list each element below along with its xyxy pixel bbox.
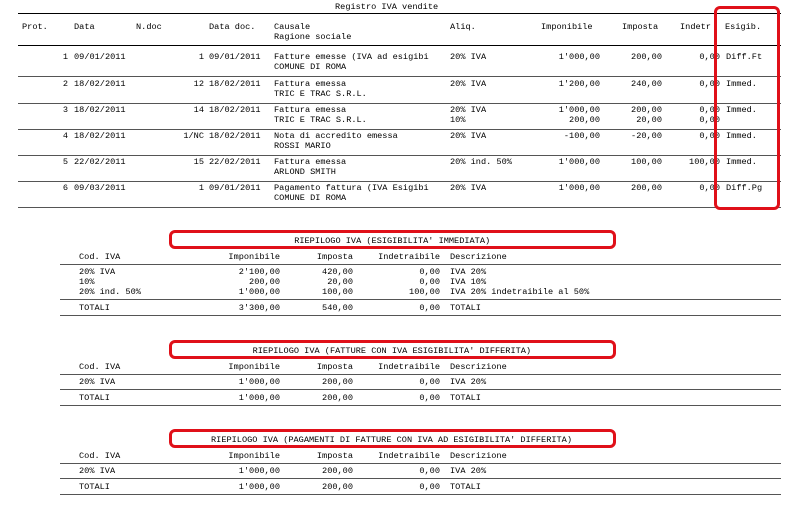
row-imposta: 240,00: [631, 79, 662, 89]
summary-header-imponibile: Imponibile: [228, 362, 280, 372]
row-aliq: 20% IVA: [450, 105, 487, 115]
row-indetr: 0,00: [699, 105, 720, 115]
summary-bottom-rule: [60, 494, 781, 495]
header-imponibile: Imponibile: [541, 22, 593, 32]
summary-row-indetraibile: 0,00: [419, 267, 440, 277]
row-data: 09/03/2011: [74, 183, 126, 193]
row-esigib: Immed.: [726, 79, 757, 89]
row-ndoc: 1/NC: [183, 131, 204, 141]
row-prot: 2: [62, 79, 68, 89]
summary-row-imposta: 100,00: [322, 287, 353, 297]
header-data: Data: [74, 22, 95, 32]
summary-title: RIEPILOGO IVA (PAGAMENTI DI FATTURE CON IVA AD ESIGIBILITA' DIFFERITA): [211, 435, 572, 445]
row-indetr: 0,00: [699, 183, 720, 193]
summary-title: RIEPILOGO IVA (FATTURE CON IVA ESIGIBILITA' DIFFERITA): [252, 346, 532, 356]
row-aliq: 20% ind. 50%: [450, 157, 512, 167]
row-data: 18/02/2011: [74, 131, 126, 141]
header-indetr: Indetr: [680, 22, 711, 32]
summary-header-descrizione: Descrizione: [450, 362, 507, 372]
row-prot: 5: [62, 157, 68, 167]
summary-header-cod-iva: Cod. IVA: [79, 362, 121, 372]
row-causale: Fatture emesse (IVA ad esigibi: [274, 52, 429, 62]
summary-row-imponibile: 2'100,00: [238, 267, 280, 277]
row-prot: 1: [62, 52, 68, 62]
summary-row-imponibile: 200,00: [249, 277, 280, 287]
row-prot: 3: [62, 105, 68, 115]
summary-row-indetraibile: 100,00: [409, 287, 440, 297]
row-indetr: 0,00: [699, 131, 720, 141]
header-prot: Prot.: [22, 22, 48, 32]
header-data-doc: Data doc.: [209, 22, 256, 32]
row-data-doc: 09/01/2011: [209, 183, 261, 193]
summary-header-rule: [60, 463, 781, 464]
row-imponibile: 200,00: [569, 115, 600, 125]
row-causale: Fattura emessa: [274, 105, 347, 115]
summary-row-imposta: 200,00: [322, 377, 353, 387]
row-imponibile: -100,00: [563, 131, 600, 141]
row-ragione-sociale: COMUNE DI ROMA: [274, 193, 347, 203]
summary-row-descrizione: IVA 20%: [450, 377, 487, 387]
row-causale: Nota di accredito emessa: [274, 131, 398, 141]
row-data-doc: 18/02/2011: [209, 131, 261, 141]
row-data: 09/01/2011: [74, 52, 126, 62]
summary-row-cod-iva: 20% IVA: [79, 267, 116, 277]
summary-total-imponibile: 1'000,00: [238, 482, 280, 492]
row-causale: Fattura emessa: [274, 79, 347, 89]
row-imponibile: 1'000,00: [558, 157, 600, 167]
row-imposta: -20,00: [631, 131, 662, 141]
row-ragione-sociale: ARLOND SMITH: [274, 167, 336, 177]
row-ragione-sociale: TRIC E TRAC S.R.L.: [274, 115, 367, 125]
row-imposta: 200,00: [631, 52, 662, 62]
row-aliq: 20% IVA: [450, 79, 487, 89]
summary-row-imponibile: 1'000,00: [238, 377, 280, 387]
row-imponibile: 1'000,00: [558, 183, 600, 193]
summary-total-descrizione: TOTALI: [450, 482, 481, 492]
row-imponibile: 1'200,00: [558, 79, 600, 89]
summary-row-imposta: 20,00: [327, 277, 353, 287]
row-ndoc: 15: [193, 157, 204, 167]
summary-header-imposta: Imposta: [316, 362, 353, 372]
row-imponibile: 1'000,00: [558, 105, 600, 115]
row-esigib: Immed.: [726, 131, 757, 141]
summary-header-indetraibile: Indetraibile: [378, 252, 440, 262]
summary-row-imponibile: 1'000,00: [238, 466, 280, 476]
row-prot: 6: [62, 183, 68, 193]
row-ragione-sociale: TRIC E TRAC S.R.L.: [274, 89, 367, 99]
summary-total-imposta: 540,00: [322, 303, 353, 313]
summary-header-imposta: Imposta: [316, 252, 353, 262]
summary-total-cod: TOTALI: [79, 482, 110, 492]
summary-row-imponibile: 1'000,00: [238, 287, 280, 297]
summary-row-descrizione: IVA 10%: [450, 277, 487, 287]
summary-header-imposta: Imposta: [316, 451, 353, 461]
row-causale: Pagamento fattura (IVA Esigibi: [274, 183, 429, 193]
row-data: 18/02/2011: [74, 105, 126, 115]
summary-row-cod-iva: 20% IVA: [79, 466, 116, 476]
summary-total-indetraibile: 0,00: [419, 393, 440, 403]
summary-row-imposta: 200,00: [322, 466, 353, 476]
summary-header-cod-iva: Cod. IVA: [79, 451, 121, 461]
summary-header-cod-iva: Cod. IVA: [79, 252, 121, 262]
row-imponibile: 1'000,00: [558, 52, 600, 62]
row-data: 18/02/2011: [74, 79, 126, 89]
row-data-doc: 18/02/2011: [209, 105, 261, 115]
report-title: Registro IVA vendite: [335, 2, 439, 12]
summary-header-indetraibile: Indetraibile: [378, 451, 440, 461]
row-ragione-sociale: COMUNE DI ROMA: [274, 62, 347, 72]
summary-total-descrizione: TOTALI: [450, 393, 481, 403]
row-indetr: 100,00: [689, 157, 720, 167]
row-indetr: 0,00: [699, 115, 720, 125]
summary-row-cod-iva: 20% ind. 50%: [79, 287, 141, 297]
row-aliq: 20% IVA: [450, 131, 487, 141]
row-esigib: Immed.: [726, 105, 757, 115]
summary-row-indetraibile: 0,00: [419, 377, 440, 387]
summary-row-cod-iva: 20% IVA: [79, 377, 116, 387]
summary-totals-rule: [60, 478, 781, 479]
summary-row-indetraibile: 0,00: [419, 466, 440, 476]
header-esigib: Esigib.: [725, 22, 762, 32]
summary-header-imponibile: Imponibile: [228, 451, 280, 461]
row-esigib: Diff.Pg: [726, 183, 763, 193]
header-ragione-sociale: Ragione sociale: [274, 32, 352, 42]
row-ndoc: 1: [198, 52, 204, 62]
row-esigib: Diff.Ft: [726, 52, 763, 62]
row-imposta: 20,00: [636, 115, 662, 125]
summary-header-indetraibile: Indetraibile: [378, 362, 440, 372]
summary-total-imponibile: 1'000,00: [238, 393, 280, 403]
row-imposta: 200,00: [631, 183, 662, 193]
summary-total-imposta: 200,00: [322, 482, 353, 492]
summary-row-cod-iva: 10%: [79, 277, 95, 287]
header-causale: Causale: [274, 22, 311, 32]
row-imposta: 200,00: [631, 105, 662, 115]
header-ndoc: N.doc: [136, 22, 162, 32]
summary-header-imponibile: Imponibile: [228, 252, 280, 262]
summary-header-descrizione: Descrizione: [450, 451, 507, 461]
summary-row-imposta: 420,00: [322, 267, 353, 277]
header-imposta: Imposta: [622, 22, 659, 32]
row-ndoc: 12: [193, 79, 204, 89]
summary-total-indetraibile: 0,00: [419, 482, 440, 492]
header-aliq: Aliq.: [450, 22, 476, 32]
summary-row-descrizione: IVA 20%: [450, 466, 487, 476]
summary-total-descrizione: TOTALI: [450, 303, 481, 313]
row-ragione-sociale: ROSSI MARIO: [274, 141, 331, 151]
summary-total-imposta: 200,00: [322, 393, 353, 403]
summary-total-cod: TOTALI: [79, 303, 110, 313]
summary-row-indetraibile: 0,00: [419, 277, 440, 287]
row-esigib: Immed.: [726, 157, 757, 167]
row-indetr: 0,00: [699, 52, 720, 62]
row-causale: Fattura emessa: [274, 157, 347, 167]
row-aliq: 20% IVA: [450, 183, 487, 193]
row-prot: 4: [62, 131, 68, 141]
row-aliq: 20% IVA: [450, 52, 487, 62]
summary-row-descrizione: IVA 20%: [450, 267, 487, 277]
row-data: 22/02/2011: [74, 157, 126, 167]
row-indetr: 0,00: [699, 79, 720, 89]
row-data-doc: 09/01/2011: [209, 52, 261, 62]
summary-total-imponibile: 3'300,00: [238, 303, 280, 313]
summary-total-indetraibile: 0,00: [419, 303, 440, 313]
summary-total-cod: TOTALI: [79, 393, 110, 403]
row-ndoc: 14: [193, 105, 204, 115]
summary-title: RIEPILOGO IVA (ESIGIBILITA' IMMEDIATA): [294, 236, 491, 246]
row-ndoc: 1: [198, 183, 204, 193]
row-data-doc: 22/02/2011: [209, 157, 261, 167]
summary-header-descrizione: Descrizione: [450, 252, 507, 262]
row-aliq: 10%: [450, 115, 466, 125]
summary-row-descrizione: IVA 20% indetraibile al 50%: [450, 287, 590, 297]
row-data-doc: 18/02/2011: [209, 79, 261, 89]
row-imposta: 100,00: [631, 157, 662, 167]
